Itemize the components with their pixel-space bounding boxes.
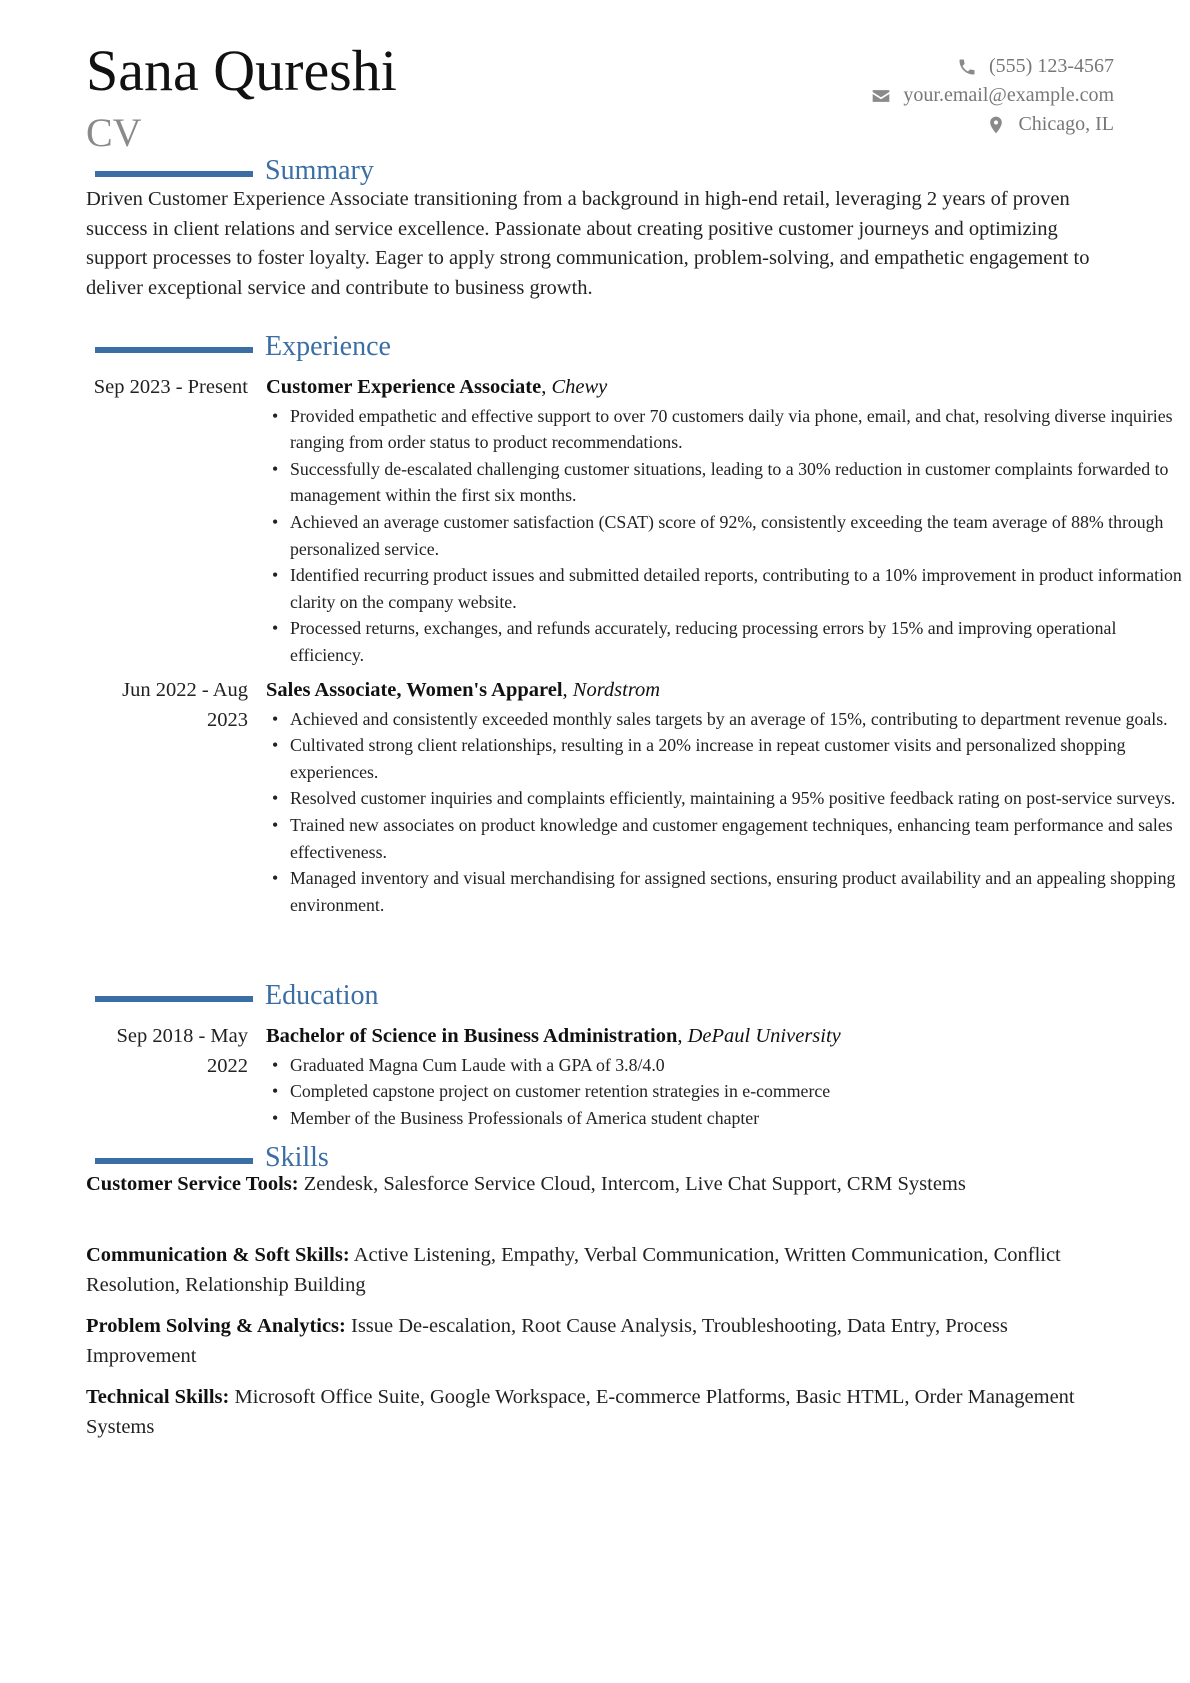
list-item: • Successfully de-escalated challenging customer situations, leading to a 30% reduction in customer complaints forwarded to management within the first six months. xyxy=(266,456,1186,509)
list-item: • Member of the Business Professionals of America student chapter xyxy=(266,1105,1186,1132)
skill-text: Microsoft Office Suite, Google Workspace, E-commerce Platforms, Basic HTML, Order Management Systems xyxy=(86,1386,1075,1438)
entry-role: Sales Associate, Women's Apparel xyxy=(266,679,563,701)
phone-icon xyxy=(957,57,977,77)
entry-org: Nordstrom xyxy=(572,679,661,701)
entry-heading: Bachelor of Science in Business Administration, DePaul University xyxy=(266,1025,841,1047)
list-item: • Resolved customer inquiries and complaints efficiently, maintaining a 95% positive feedback rating on post-service surveys. xyxy=(266,785,1186,812)
skill-label: Customer Service Tools: xyxy=(86,1173,299,1195)
skill-text: Active Listening, Empathy, Verbal Communication, Written Communication, Conflict Resolution, Relationship Building xyxy=(86,1244,1061,1296)
entry-body xyxy=(266,373,1186,669)
section-summary-heading xyxy=(95,157,374,185)
list-item: • Managed inventory and visual merchandising for assigned sections, ensuring product availability and an appealing shopping environment. xyxy=(266,865,1186,918)
list-item: • Graduated Magna Cum Laude with a GPA of 3.8/4.0 xyxy=(266,1052,1186,1079)
entry-date: Sep 2018 - May 2022 xyxy=(116,1025,248,1077)
skill-group xyxy=(86,1170,1110,1200)
list-item: • Trained new associates on product knowledge and customer engagement techniques, enhancing team performance and sales effectiveness. xyxy=(266,812,1186,865)
entry-org: DePaul University xyxy=(687,1025,841,1047)
list-item: • Identified recurring product issues and submitted detailed reports, contributing to a 10% improvement in product information clarity on the company website. xyxy=(266,562,1186,615)
section-accent-bar xyxy=(95,1158,253,1164)
envelope-icon xyxy=(871,86,891,106)
entry-bullets xyxy=(266,403,1186,669)
contact-email xyxy=(871,81,1114,110)
entry-bullets xyxy=(266,706,1186,919)
location-text: Chicago, IL xyxy=(1018,113,1114,135)
section-title: Skills xyxy=(265,1142,329,1173)
skill-group xyxy=(86,1383,1110,1442)
skill-label: Communication & Soft Skills: xyxy=(86,1244,350,1266)
skill-text: Zendesk, Salesforce Service Cloud, Intercom, Live Chat Support, CRM Systems xyxy=(303,1173,966,1195)
contact-location xyxy=(871,110,1114,139)
entry-date: Jun 2022 - Aug 2023 xyxy=(122,679,248,731)
section-title: Experience xyxy=(265,331,391,362)
section-skills-heading xyxy=(95,1144,329,1172)
phone-text[interactable]: (555) 123-4567 xyxy=(989,55,1114,77)
entry-role: Bachelor of Science in Business Administration xyxy=(266,1025,678,1047)
section-accent-bar xyxy=(95,171,253,177)
section-experience-heading xyxy=(95,333,391,361)
section-education-heading xyxy=(95,982,379,1010)
entry-body xyxy=(266,676,1186,918)
section-title: Education xyxy=(265,980,379,1011)
skill-label: Technical Skills: xyxy=(86,1386,230,1408)
list-item: • Cultivated strong client relationships, resulting in a 20% increase in repeat customer visits and personalized shopping experiences. xyxy=(266,732,1186,785)
skill-group xyxy=(86,1241,1110,1300)
document-subtitle: CV xyxy=(86,110,142,155)
entry-heading: Sales Associate, Women's Apparel, Nordstrom xyxy=(266,679,661,701)
skill-label: Problem Solving & Analytics: xyxy=(86,1315,346,1337)
skill-text: Issue De-escalation, Root Cause Analysis, Troubleshooting, Data Entry, Process Improvement xyxy=(86,1315,1008,1367)
section-title: Summary xyxy=(265,155,374,186)
list-item: • Processed returns, exchanges, and refunds accurately, reducing processing errors by 15% and improving operational efficiency. xyxy=(266,615,1186,668)
list-item: • Achieved an average customer satisfaction (CSAT) score of 92%, consistently exceeding the team average of 88% through personalized service. xyxy=(266,509,1186,562)
entry-org: Chewy xyxy=(551,376,608,398)
entry-role: Customer Experience Associate xyxy=(266,376,542,398)
entry-bullets xyxy=(266,1052,1186,1132)
list-item: • Provided empathetic and effective support to over 70 customers daily via phone, email, and chat, resolving diverse inquiries ranging from order status to product recommendations. xyxy=(266,403,1186,456)
person-name: Sana Qureshi xyxy=(86,38,397,103)
section-accent-bar xyxy=(95,996,253,1002)
contact-block xyxy=(871,52,1114,139)
list-item: • Completed capstone project on customer retention strategies in e-commerce xyxy=(266,1078,1186,1105)
list-item: • Achieved and consistently exceeded monthly sales targets by an average of 15%, contributing to department revenue goals. xyxy=(266,706,1186,733)
entry-body xyxy=(266,1022,1186,1131)
entry-heading: Customer Experience Associate, Chewy xyxy=(266,376,608,398)
contact-phone xyxy=(871,52,1114,81)
summary-text: Driven Customer Experience Associate transitioning from a background in high-end retail, leveraging 2 years of proven success in client relations and service excellence. Passionate about creating positive customer journeys and optimizing support processes to foster loyalty. Eager to apply strong communication, problem-solving, and empathetic engagement to deliver exceptional service and contribute to business growth. xyxy=(86,188,1090,299)
email-text[interactable]: your.email@example.com xyxy=(903,84,1114,106)
skill-group xyxy=(86,1312,1110,1371)
section-accent-bar xyxy=(95,347,253,353)
entry-date: Sep 2023 - Present xyxy=(93,376,248,398)
map-marker-icon xyxy=(986,115,1006,135)
